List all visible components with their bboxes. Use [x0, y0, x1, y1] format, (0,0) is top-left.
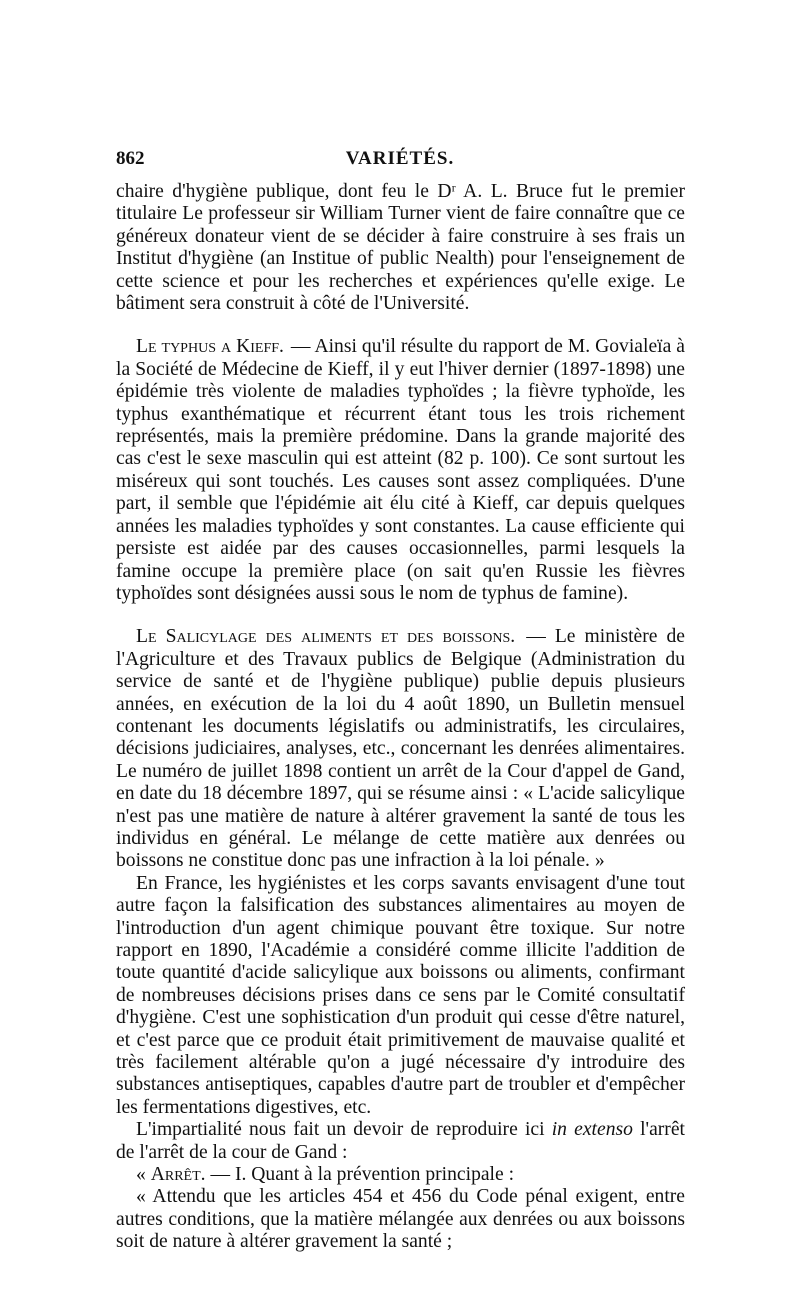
italic-in-extenso: in extenso — [551, 1119, 633, 1141]
paragraph-arret — [116, 1164, 685, 1186]
paragraph-typhus-kieff — [116, 336, 685, 605]
em-dash: — — [210, 1164, 231, 1186]
paragraph-text: En France, les hygiénistes et les corps savants envisagent d'une tout autre façon la falsification des substances alimentaires au moyen de l'introduction d'un agent chimique pouvant être toxique. Sur notre rapport en 1890, l'Académie a considéré comme illicite l'addition de toute quantité d'acide salicylique aux boissons ou aliments, confirmant de nombreuses décisions prises dans ce sens par le Comité consultatif d'hygiène. C'est une sophistication d'un produit qui cesse d'être naturel, et c'est parce que ce produit était primitivement de mauvaise qualité et très facilement altérable qu'on a jugé nécessaire d'y introduire des substances antiseptiques, capables d'autre part de troubler et d'empêcher les fermentations digestives, etc. — [116, 872, 685, 1118]
paragraph-attendu — [116, 1186, 685, 1253]
paragraph-text-before: L'impartialité nous fait un devoir de reproduire ici — [136, 1119, 545, 1141]
section-heading-typhus: Le typhus a Kieff. — [136, 336, 284, 358]
paragraph-impartialite — [116, 1119, 685, 1164]
paragraph-institut-hygiene — [116, 181, 685, 315]
paragraph-text: I. Quant à la prévention principale : — [234, 1164, 515, 1186]
section-heading-salicylage: Le Salicylage des aliments et des boissons. — [136, 626, 516, 648]
paragraph-text: Le ministère de l'Agriculture et des Travaux publics de Belgique (Administration du service de santé et de l'hygiène publique) publie depuis plusieurs années, en exécution de la loi du 4 août 1890, un Bulletin mensuel contenant les documents législatifs ou administratifs, les circulaires, décisions judiciaires, analyses, etc., concernant les denrées alimentaires. Le numéro de juillet 1898 contient un arrêt de la Cour d'appel de Gand, en date du 18 décembre 1897, qui se résume ainsi : « L'acide salicylique n'est pas une matière de nature à altérer gravement la santé de tous les individus en général. Le mélange de cette matière aux denrées ou boissons ne constitue donc pas une infraction à la loi pénale. » — [116, 626, 685, 872]
paragraph-text-after: l'arrêt de l'arrêt de la cour de Gand : — [116, 1119, 685, 1163]
paragraph-salicylage — [116, 626, 685, 872]
paragraph-text: chaire d'hygiène publique, dont feu le Dʳ A. L. Bruce fut le premier titulaire Le professeur sir William Turner vient de faire connaître que ce généreux donateur vient de se décider à faire construire à ses frais un Institut d'hygiène (an Institue of public Nealth) pour l'enseignement de cette science et pour les recherches et expériences qu'elle exige. Le bâtiment sera construit à côté de l'Université. — [116, 181, 685, 315]
open-quote: « — [136, 1164, 146, 1186]
body-text — [116, 181, 685, 1254]
paragraph-text: « Attendu que les articles 454 et 456 du Code pénal exigent, entre autres conditions, que la matière mélangée aux denrées ou aux boissons soit de nature à altérer gravement la santé ; — [116, 1186, 685, 1253]
running-title: VARIÉTÉS. — [345, 148, 455, 169]
arret-heading: Arrêt. — [150, 1164, 206, 1186]
paragraph-text: Ainsi qu'il résulte du rapport de M. Govialeïa à la Société de Médecine de Kieff, il y eut l'hiver dernier (1897-1898) une épidémie très violente de maladies typhoïdes ; la fièvre typhoïde, les typhus exanthématique et récurrent étant tous les trois richement représentés, mais la première prédomine. Dans la grande majorité des cas c'est le sexe masculin qui est atteint (82 p. 100). Ce sont surtout les miséreux qui sont touchés. Les causes sont assez compliquées. D'une part, il semble que l'épidémie ait élu cité à Kieff, car depuis quelques années les maladies typhoïdes y sont constantes. La cause efficiente qui persiste est aidée par des causes occasionnelles, parmi lesquels la famine occupe la première place (on sait qu'en Russie les fièvres typhoïdes sont désignées aussi sous le nom de typhus de famine). — [116, 336, 685, 604]
paragraph-france — [116, 873, 685, 1119]
page-number: 862 — [116, 148, 145, 169]
em-dash: — — [526, 626, 546, 648]
page-header — [116, 148, 684, 174]
em-dash: — — [290, 336, 311, 358]
